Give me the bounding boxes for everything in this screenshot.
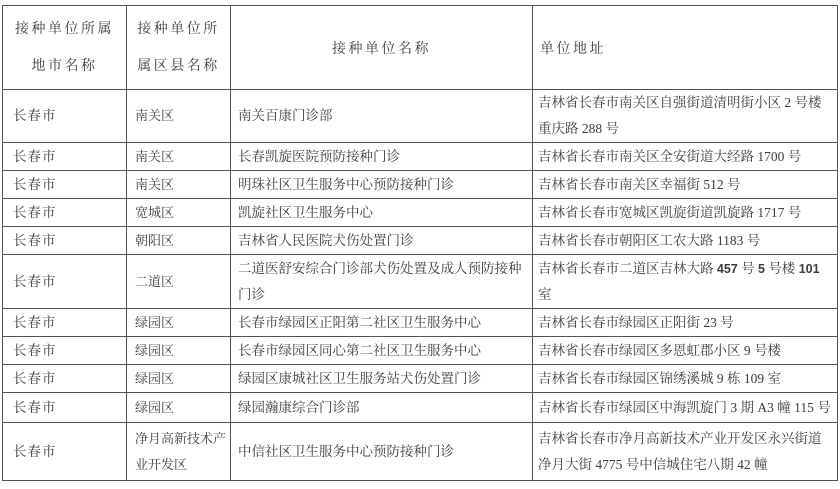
number-text: 9	[716, 370, 724, 386]
cell-address: 吉林省长春市朝阳区工农大路 1183 号	[533, 227, 838, 255]
cell-address: 吉林省长春市南关区自强街道清明街小区 2 号楼重庆路 288 号	[533, 90, 838, 143]
cell-address: 吉林省长春市绿园区锦绣溪城 9 栋 109 室	[533, 365, 838, 393]
cell-district: 绿园区	[127, 365, 231, 393]
table-row	[3, 199, 838, 227]
cell-unit-name: 南关百康门诊部	[231, 90, 533, 143]
vaccination-units-table	[2, 5, 838, 481]
number-text: 288	[581, 121, 603, 136]
number-text: 1700	[757, 148, 785, 164]
cell-address: 吉林省长春市绿园区正阳街 23 号	[533, 309, 838, 337]
cell-district: 朝阳区	[127, 227, 231, 255]
number-text: 3	[730, 399, 738, 415]
cell-city: 长春市	[3, 423, 127, 481]
table-row	[3, 255, 838, 309]
cell-district: 南关区	[127, 90, 231, 143]
cell-city: 长春市	[3, 227, 127, 255]
cell-city: 长春市	[3, 365, 127, 393]
cell-city: 长春市	[3, 171, 127, 199]
cell-city: 长春市	[3, 337, 127, 365]
cell-district: 南关区	[127, 143, 231, 171]
cell-address: 吉林省长春市二道区吉林大路 457 号 5 号楼 101 室	[533, 255, 838, 309]
cell-unit-name: 吉林省人民医院犬伤处置门诊	[231, 227, 533, 255]
header-cell-unit-name: 接种单位名称	[231, 6, 533, 90]
cell-unit-name: 长春凯旋医院预防接种门诊	[231, 143, 533, 171]
cell-unit-name: 中信社区卫生服务中心预防接种门诊	[231, 423, 533, 481]
number-text: 1717	[757, 204, 785, 220]
header-district-line2: 属区县名称	[137, 58, 220, 74]
table-row	[3, 365, 838, 393]
cell-district: 绿园区	[127, 337, 231, 365]
number-text: 115	[794, 399, 814, 415]
number-text: 5	[757, 261, 765, 276]
header-row	[3, 6, 838, 90]
number-text: 2	[784, 95, 792, 110]
cell-city: 长春市	[3, 90, 127, 143]
table-row	[3, 393, 838, 423]
cell-unit-name: 二道医舒安综合门诊部犬伤处置及成人预防接种门诊	[231, 255, 533, 309]
table-row	[3, 309, 838, 337]
cell-unit-name: 绿园瀚康综合门诊部	[231, 393, 533, 423]
cell-address: 吉林省长春市绿园区多恩虹郡小区 9 号楼	[533, 337, 838, 365]
header-city-line1: 接种单位所属	[15, 21, 114, 37]
number-text: 23	[703, 314, 717, 330]
table-row	[3, 423, 838, 481]
cell-unit-name: 长春市绿园区同心第二社区卫生服务中心	[231, 337, 533, 365]
cell-district: 二道区	[127, 255, 231, 309]
table-header	[3, 6, 838, 90]
header-cell-address: 单位地址	[533, 6, 838, 90]
cell-unit-name: 明珠社区卫生服务中心预防接种门诊	[231, 171, 533, 199]
table-row	[3, 143, 838, 171]
cell-address: 吉林省长春市绿园区中海凯旋门 3 期 A3 幢 115 号	[533, 393, 838, 423]
cell-unit-name: 绿园区康城社区卫生服务站犬伤处置门诊	[231, 365, 533, 393]
header-cell-city	[3, 6, 127, 90]
number-text: 9	[743, 342, 751, 358]
cell-city: 长春市	[3, 143, 127, 171]
cell-district: 南关区	[127, 171, 231, 199]
cell-district: 净月高新技术产业开发区	[127, 423, 231, 481]
number-text: 1183	[716, 232, 744, 248]
cell-unit-name: 长春市绿园区正阳第二社区卫生服务中心	[231, 309, 533, 337]
header-city-line2: 地市名称	[31, 58, 98, 74]
cell-address: 吉林省长春市净月高新技术产业开发区永兴街道净月大街 4775 号中信城住宅八期 42 幢	[533, 423, 838, 481]
header-district-line1: 接种单位所	[137, 21, 220, 37]
cell-unit-name: 凯旋社区卫生服务中心	[231, 199, 533, 227]
cell-city: 长春市	[3, 199, 127, 227]
number-text: 101	[798, 261, 820, 276]
number-text: 42	[737, 456, 751, 472]
number-text: 457	[716, 261, 738, 276]
number-text: 512	[703, 176, 724, 192]
table-row	[3, 337, 838, 365]
header-cell-district	[127, 6, 231, 90]
cell-city: 长春市	[3, 393, 127, 423]
cell-district: 绿园区	[127, 393, 231, 423]
cell-address: 吉林省长春市宽城区凯旋街道凯旋路 1717 号	[533, 199, 838, 227]
table-body	[3, 90, 838, 481]
cell-district: 宽城区	[127, 199, 231, 227]
cell-address: 吉林省长春市南关区全安街道大经路 1700 号	[533, 143, 838, 171]
table-row	[3, 171, 838, 199]
cell-city: 长春市	[3, 309, 127, 337]
cell-city: 长春市	[3, 255, 127, 309]
table-row	[3, 90, 838, 143]
number-text: 4775	[595, 456, 623, 472]
cell-address: 吉林省长春市南关区幸福街 512 号	[533, 171, 838, 199]
number-text: 109	[743, 370, 765, 386]
cell-district: 绿园区	[127, 309, 231, 337]
document-page	[2, 5, 838, 481]
number-text: A3	[757, 399, 774, 415]
table-row	[3, 227, 838, 255]
